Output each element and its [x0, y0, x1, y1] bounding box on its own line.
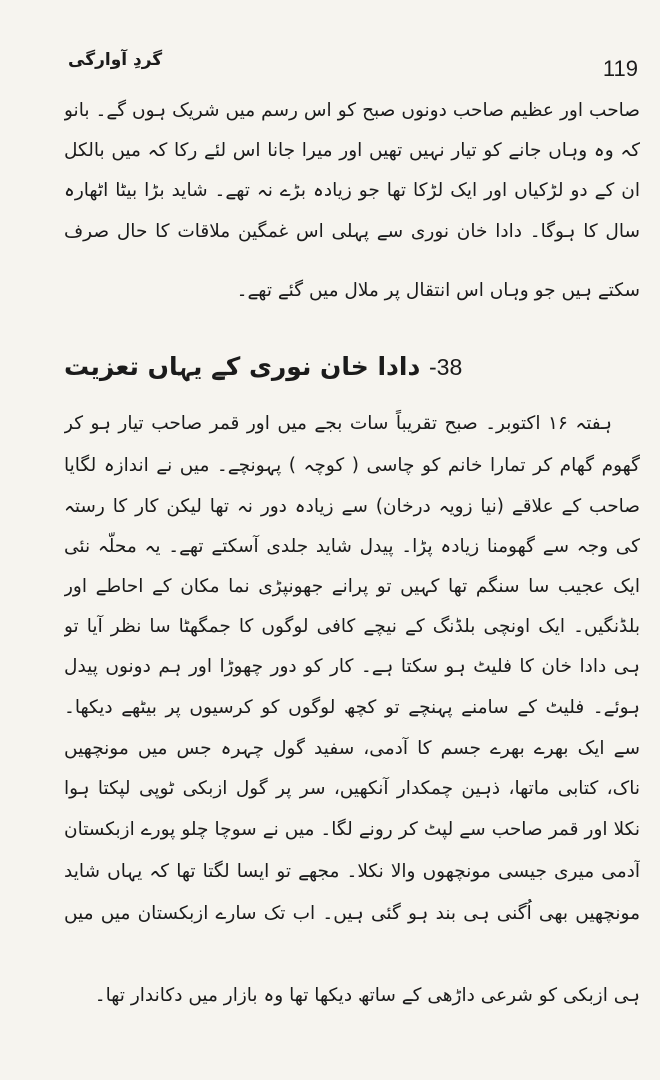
text-line: آدمی میری جیسی مونچھوں والا نکلا۔ مجھے تو ایسا لگتا تھا کہ یہاں شاید	[64, 861, 640, 882]
running-header-title: گردِ آوارگی	[68, 50, 163, 70]
text-line: صاحب اور عظیم صاحب دونوں صبح کو اس رسم میں شریک ہوں گے۔ بانو	[64, 100, 640, 121]
text-line: ہفتہ ۱۶ اکتوبر۔ صبح تقریباً سات بجے میں اور قمر صاحب تیار ہو کر	[64, 413, 612, 434]
text-line: گھوم گھام کر تمارا خانم کو چاسی ( کوچہ ) پہونچے۔ میں نے اندازہ لگایا	[64, 455, 640, 476]
section-heading	[64, 352, 638, 381]
section-title: دادا خان نوری کے یہاں تعزیت	[64, 352, 421, 381]
text-line: کہ وہ وہاں جانے کو تیار نہیں تھیں اور میرا جانا اس لئے رکا کہ میں بالکل	[64, 140, 640, 161]
text-line: سال کا ہوگا۔ دادا خان نوری سے پہلی اس غمگین ملاقات کا حال صرف	[64, 221, 640, 242]
text-line: ہی دادا خان کا فلیٹ ہو سکتا ہے۔ کار کو دور چھوڑا اور ہم دونوں پیدل	[64, 656, 640, 677]
text-line: ان کے دو لڑکیاں اور ایک لڑکا تھا جو زیادہ بڑے نہ تھے۔ شاید بڑا بیٹا اٹھارہ	[64, 180, 640, 201]
text-line: ہوئے۔ فلیٹ کے سامنے پہنچے تو کچھ لوگوں کو کرسیوں پر بیٹھے دیکھا۔	[64, 697, 640, 718]
text-line: مونچھیں بھی اُگنی ہی بند ہو گئی ہیں۔ اب تک سارے ازبکستان میں میں	[64, 903, 640, 924]
text-line: کی وجہ سے گھومنا زیادہ پڑا۔ پیدل شاید جلدی آسکتے تھے۔ یہ محلّہ نئی	[64, 536, 640, 557]
text-line: ایک عجیب سا سنگم تھا کہیں تو پرانے جھونپڑی نما مکان کے احاطے اور	[64, 576, 640, 597]
text-line: ناک، کتابی ماتھا، ذہین چمکدار آنکھیں، سر پر گول ازبکی ٹوپی لپکتا ہوا	[64, 778, 640, 799]
text-line: ہی ازبکی کو شرعی داڑھی کے ساتھ دیکھا تھا وہ بازار میں دکاندار تھا۔	[94, 985, 640, 1006]
text-line: نکلا اور قمر صاحب سے لپٹ کر رونے لگا۔ میں نے سوچا چلو پورے ازبکستان	[64, 819, 640, 840]
text-line: سے ایک بھرے بھرے جسم کا آدمی، سفید گول چہرہ جس میں مونچھیں	[64, 738, 640, 759]
text-line: سکتے ہیں جو وہاں اس انتقال پر ملال میں گئے تھے۔	[236, 280, 640, 301]
text-line: صاحب کے علاقے (نیا زویہ درخان) سے زیادہ دور نہ تھا لیکن کار کا رستہ	[64, 496, 640, 517]
text-line: بلڈنگیں۔ ایک اونچی بلڈنگ کے نیچے کافی لوگوں کا جمگھٹا سا نظر آیا تو	[64, 616, 640, 637]
page-number: 119	[602, 56, 638, 81]
section-number: 38-	[429, 354, 463, 380]
